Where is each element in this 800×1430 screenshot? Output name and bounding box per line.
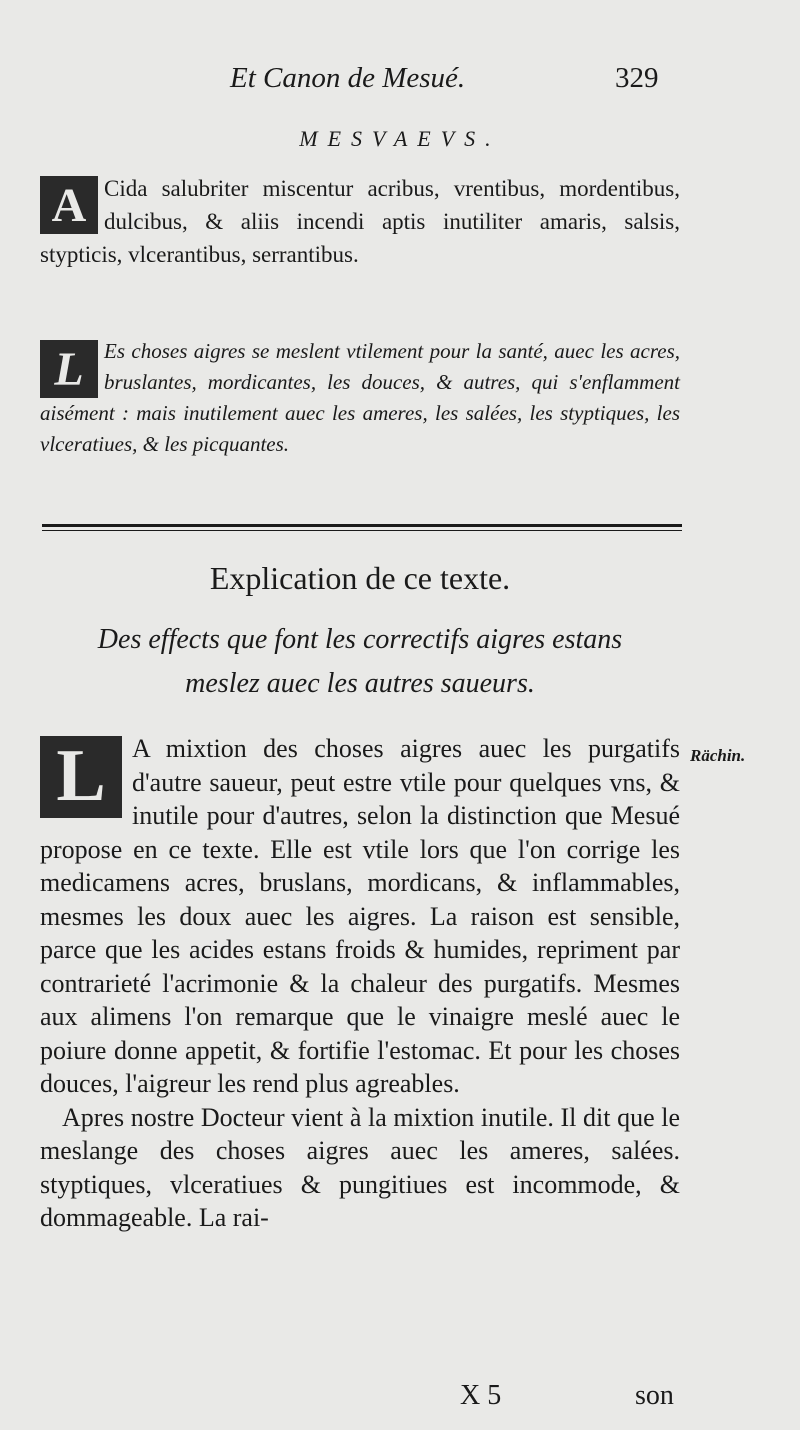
page-header — [0, 62, 800, 102]
latin-text: Cida salubriter miscentur acribus, vrentibus, mordentibus, dulcibus, & aliis incendi aptis inutiliter amaris, salsis, stypticis, vlcerantibus, serrantibus. — [40, 176, 680, 267]
decorated-initial-l: L — [40, 340, 98, 398]
divider-rule — [42, 524, 682, 531]
decorated-initial-a: A — [40, 176, 98, 234]
page-number: 329 — [615, 62, 659, 94]
running-title: Et Canon de Mesué. — [230, 62, 466, 94]
latin-text-block — [40, 172, 680, 271]
paragraph-1 — [40, 732, 680, 1101]
explication-subtitle: Des effects que font les correctifs aigres estans meslez auec les autres saueurs. — [97, 624, 623, 699]
decorated-initial-l-large: L — [40, 736, 122, 818]
catchword: son — [635, 1380, 674, 1411]
paragraph-1-text: A mixtion des choses aigres auec les purgatifs d'autre saueur, peut estre vtile pour quelques vns, & inutile pour d'autres, selon la distinction que Mesué propose en ce texte. Elle est vtile lors que l'on corrige les medicamens acres, bruslans, mordicans, & inflammables, mesmes les doux auec les aigres. La raison est sensible, parce que les acides estans froids & humides, repriment par contrarieté l'acrimonie & la chaleur des purgatifs. Mesmes aux alimens l'on remarque que le vinaigre meslé auec le poiure donne appetit, & fortifie l'estomac. Et pour les choses douces, l'aigreur les rend plus agreables. — [40, 734, 680, 1098]
explication-title: Explication de ce texte. — [209, 560, 511, 596]
french-translation-block — [40, 336, 680, 460]
paragraph-2: Apres nostre Docteur vient à la mixtion inutile. Il dit que le meslange des choses aigres auec les ameres, salées. styptiques, vlceratiues & pungitiues est incommode, & dommageable. La rai- — [40, 1102, 680, 1232]
signature-mark: X 5 — [460, 1380, 502, 1411]
french-translation: Es choses aigres se meslent vtilement pour la santé, auec les acres, bruslantes, mordicantes, les douces, & autres, qui s'enflamment aisément : mais inutilement auec les ameres, les salées, les styptiques, les vlceratiues, & les picquantes. — [40, 339, 680, 456]
main-text — [40, 732, 680, 1235]
latin-heading: MESVAEVS. — [299, 126, 501, 151]
margin-note: Rächin. — [690, 746, 746, 765]
